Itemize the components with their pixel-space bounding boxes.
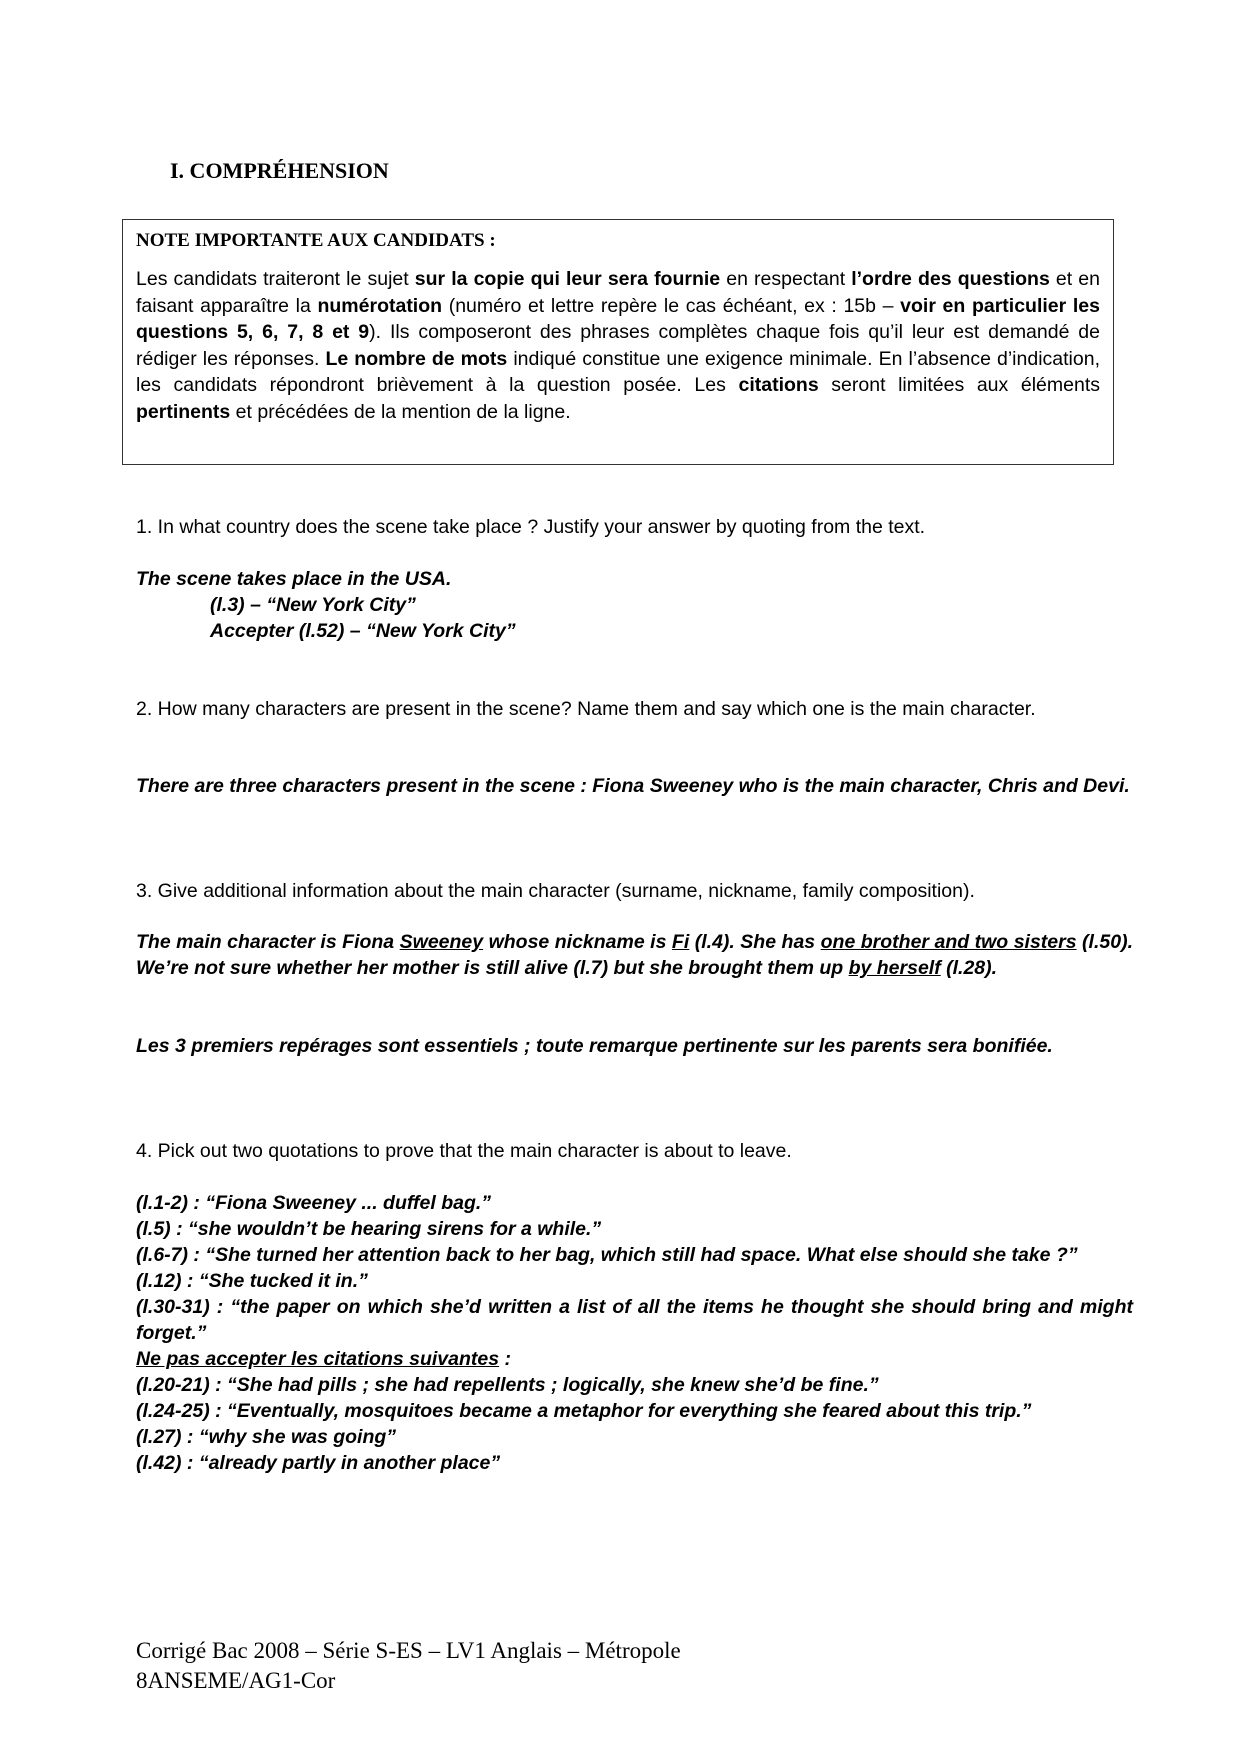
answer-3-text: (l.4). She has — [689, 931, 821, 953]
note-text: (numéro et lettre repère le cas échéant, ex : 15b – — [442, 294, 901, 317]
answer-4 — [136, 1190, 1133, 1476]
answer-1-quote: (l.3) – “New York City” — [210, 594, 416, 616]
note-emphasis: numérotation — [317, 294, 443, 317]
answer-3-text: The main character is Fiona — [136, 931, 400, 953]
rejected-quotes-heading — [136, 1346, 1133, 1372]
answer-3 — [136, 929, 1133, 981]
footer-exam-title: Corrigé Bac 2008 – Série S-ES – LV1 Anglais – Métropole — [136, 1638, 681, 1663]
answer-2: There are three characters present in the scene : Fiona Sweeney who is the main character, Chris and Devi. — [136, 775, 1130, 797]
note-emphasis: pertinents — [136, 400, 231, 423]
rejected-quotes-label: Ne pas accepter les citations suivantes — [136, 1348, 500, 1370]
accepted-quote: (l.12) : “She tucked it in.” — [136, 1270, 368, 1292]
note-emphasis: sur la copie qui leur sera fournie — [414, 268, 721, 290]
note-emphasis: Le nombre de mots — [325, 347, 508, 370]
note-text: ). Ils composeront des phrases complètes chaque fois qu’il leur est demandé de rédiger les réponses. — [136, 321, 1100, 370]
answer-3-underlined: one brother and two sisters — [820, 931, 1077, 953]
note-text: Les candidats traiteront le sujet — [136, 268, 415, 290]
question-3: 3. Give additional information about the main character (surname, nickname, family composition). — [136, 880, 975, 902]
answer-3-text: (l.28). — [940, 957, 998, 979]
note-text: seront limitées aux éléments — [818, 374, 1100, 396]
answer-3-remark: Les 3 premiers repérages sont essentiels ; toute remarque pertinente sur les parents sera bonifiée. — [136, 1035, 1053, 1057]
note-text: et en faisant apparaître la — [136, 268, 1100, 317]
accepted-quote: (l.6-7) : “She turned her attention back to her bag, which still had space. What else should she take ?” — [136, 1244, 1078, 1266]
answer-3-text: whose nickname is — [483, 931, 672, 953]
question-4: 4. Pick out two quotations to prove that the main character is about to leave. — [136, 1140, 792, 1162]
accepted-quote: (l.1-2) : “Fiona Sweeney ... duffel bag.” — [136, 1192, 492, 1214]
answer-3-underlined: by herself — [848, 957, 941, 979]
answer-1 — [136, 566, 1133, 644]
question-2: 2. How many characters are present in the scene? Name them and say which one is the main character. — [136, 698, 1036, 720]
answer-3-underlined: Fi — [671, 931, 690, 953]
note-text: et précédées de la mention de la ligne. — [230, 400, 571, 423]
note-title: NOTE IMPORTANTE AUX CANDIDATS : — [136, 230, 496, 251]
rejected-quote: (l.20-21) : “She had pills ; she had repellents ; logically, she knew she’d be fine.” — [136, 1374, 879, 1396]
answer-1-text: The scene takes place in the USA. — [136, 568, 452, 590]
note-body — [136, 266, 1100, 425]
answer-3-underlined: Sweeney — [399, 931, 484, 953]
accepted-quote: (l.5) : “she wouldn’t be hearing sirens for a while.” — [136, 1218, 602, 1240]
rejected-quote: (l.24-25) : “Eventually, mosquitoes became a metaphor for everything she feared about this trip.” — [136, 1400, 1032, 1422]
important-note-box — [122, 219, 1114, 465]
rejected-quotes-colon: : — [499, 1348, 512, 1370]
rejected-quote: (l.27) : “why she was going” — [136, 1426, 397, 1448]
note-emphasis: citations — [738, 374, 819, 396]
note-emphasis: l’ordre des questions — [851, 268, 1050, 290]
note-text: indiqué constitue une exigence minimale. En l’absence d’indication, les candidats répondront brièvement à la question posée. Les — [136, 347, 1100, 396]
rejected-quote: (l.42) : “already partly in another place” — [136, 1452, 501, 1474]
answer-1-quote-accepted: Accepter (l.52) – “New York City” — [210, 620, 516, 642]
page-footer — [136, 1636, 681, 1696]
note-emphasis: voir en particulier les questions 5, 6, 7, 8 et 9 — [136, 294, 1100, 343]
accepted-quote: (l.30-31) : “the paper on which she’d written a list of all the items he thought she should bring and might forget.” — [136, 1296, 1133, 1344]
footer-reference: 8ANSEME/AG1-Cor — [136, 1668, 336, 1693]
answer-3-text: (l.50). We’re not sure whether her mother is still alive (l.7) but she brought them up — [136, 931, 1133, 979]
note-text: en respectant — [720, 268, 852, 290]
section-title: I. COMPRÉHENSION — [170, 158, 389, 183]
question-1: 1. In what country does the scene take place ? Justify your answer by quoting from the text. — [136, 516, 926, 538]
